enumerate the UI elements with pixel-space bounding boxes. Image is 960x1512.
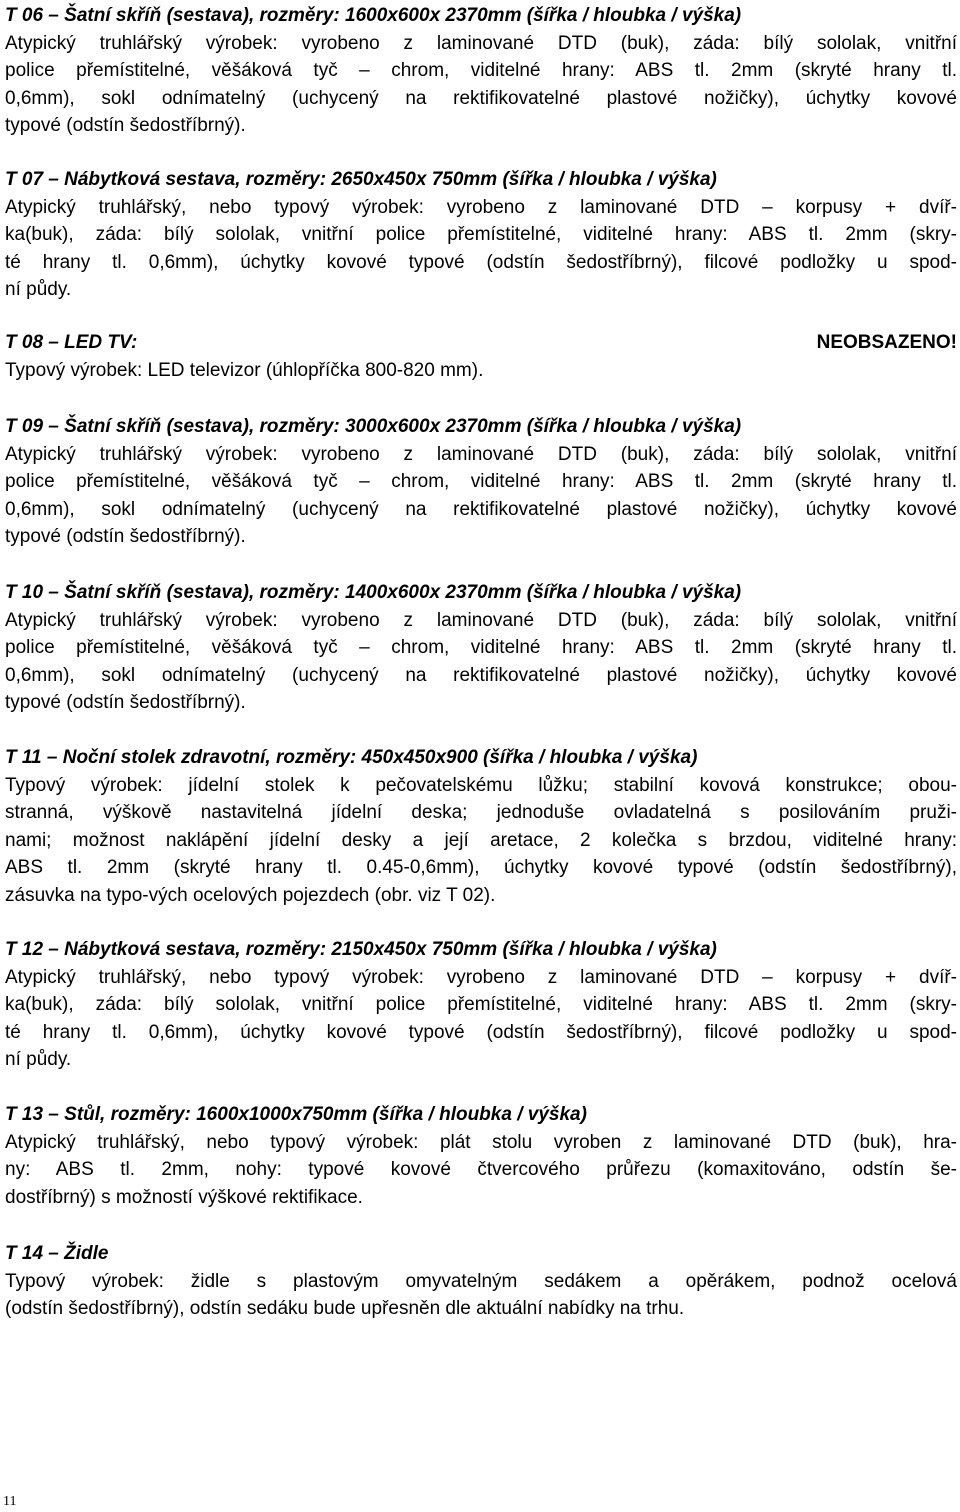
item-line: Typový výrobek: židle s plastovým omyvatelným sedákem a opěrákem, podnož ocelová: [5, 1270, 957, 1292]
item-line: police přemístitelné, věšáková tyč – chrom, viditelné hrany: ABS tl. 2mm (skryté hrany tl.: [5, 471, 957, 492]
item-line: 0,6mm), sokl odnímatelný (uchycený na rektifikovatelné plastové nožičky), úchytky kovové: [5, 664, 957, 686]
item-line: Atypický truhlářský, nebo typový výrobek: vyrobeno z laminované DTD – korpusy + dvíř-: [5, 196, 957, 218]
item-line: zásuvka na typo-vých ocelových pojezdech (obr. viz T 02).: [5, 884, 496, 906]
item-line: ní půdy.: [5, 279, 72, 300]
item-t06: [5, 2, 957, 140]
item-t09: [5, 413, 957, 551]
item-line: Atypický truhlářský, nebo typový výrobek: vyrobeno z laminované DTD – korpusy + dvíř-: [5, 966, 957, 988]
item-line: Typový výrobek: LED televizor (úhlopříčka 800-820 mm).: [5, 359, 484, 381]
item-line: ka(buk), záda: bílý sololak, vnitřní police přemístitelné, viditelné hrany: ABS tl. 2mm (skry-: [5, 224, 957, 245]
item-heading: T 14 – Židle: [5, 1243, 109, 1264]
item-line: typové (odstín šedostříbrný).: [5, 526, 246, 547]
page-number: 11: [3, 1494, 17, 1509]
item-line: té hrany tl. 0,6mm), úchytky kovové typové (odstín šedostříbrný), filcové podložky u spod-: [5, 1021, 957, 1043]
item-line: té hrany tl. 0,6mm), úchytky kovové typové (odstín šedostříbrný), filcové podložky u spod-: [5, 251, 957, 273]
item-line: nami; možnost naklápění jídelní desky a její aretace, 2 kolečka s brzdou, viditelné hrany:: [5, 829, 957, 851]
item-heading: T 12 – Nábytková sestava, rozměry: 2150x450x 750mm (šířka / hloubka / výška): [5, 939, 717, 960]
item-line: typové (odstín šedostříbrný).: [5, 692, 246, 713]
item-t10: [5, 579, 957, 717]
item-line: Typový výrobek: jídelní stolek k pečovatelskému lůžku; stabilní kovová konstrukce; obou-: [5, 774, 957, 796]
item-line: Atypický truhlářský výrobek: vyrobeno z laminované DTD (buk), záda: bílý sololak, vnitřní: [5, 443, 957, 465]
item-line: (odstín šedostříbrný), odstín sedáku bude upřesněn dle aktuální nabídky na trhu.: [5, 1298, 685, 1319]
status-label: NEOBSAZENO!: [816, 332, 957, 353]
item-line: stranná, výškově nastavitelná jídelní deska; jednoduše ovladatelná s posilováním pruži-: [5, 802, 957, 823]
item-heading: T 09 – Šatní skříň (sestava), rozměry: 3000x600x 2370mm (šířka / hloubka / výška): [5, 416, 742, 437]
item-heading: T 08 – LED TV:: [5, 332, 138, 353]
item-line: typové (odstín šedostříbrný).: [5, 115, 246, 136]
item-t07: [5, 166, 957, 304]
item-line: Atypický truhlářský výrobek: vyrobeno z laminované DTD (buk), záda: bílý sololak, vnitřní: [5, 609, 957, 631]
item-heading: T 10 – Šatní skříň (sestava), rozměry: 1400x600x 2370mm (šířka / hloubka / výška): [5, 582, 742, 603]
item-t13: [5, 1101, 957, 1211]
item-line: 0,6mm), sokl odnímatelný (uchycený na rektifikovatelné plastové nožičky), úchytky kovové: [5, 87, 957, 109]
item-heading: T 06 – Šatní skříň (sestava), rozměry: 1600x600x 2370mm (šířka / hloubka / výška): [5, 5, 742, 26]
item-line: police přemístitelné, věšáková tyč – chrom, viditelné hrany: ABS tl. 2mm (skryté hrany tl.: [5, 60, 957, 81]
item-t11: [5, 744, 957, 909]
item-line: Atypický truhlářský výrobek: vyrobeno z laminované DTD (buk), záda: bílý sololak, vnitřní: [5, 32, 957, 54]
item-line: ABS tl. 2mm (skryté hrany tl. 0.45-0,6mm), úchytky kovové typové (odstín šedostříbrný),: [5, 857, 957, 878]
item-heading: T 11 – Noční stolek zdravotní, rozměry: 450x450x900 (šířka / hloubka / výška): [5, 747, 698, 768]
item-heading: T 07 – Nábytková sestava, rozměry: 2650x450x 750mm (šířka / hloubka / výška): [5, 169, 717, 190]
item-t14: [5, 1240, 957, 1323]
item-line: Atypický truhlářský, nebo typový výrobek: plát stolu vyroben z laminované DTD (buk), hra-: [5, 1131, 957, 1153]
item-line: dostříbrný) s možností výškové rektifikace.: [5, 1186, 363, 1208]
item-t12: [5, 936, 957, 1074]
item-line: ka(buk), záda: bílý sololak, vnitřní police přemístitelné, viditelné hrany: ABS tl. 2mm (skry-: [5, 994, 957, 1015]
item-line: 0,6mm), sokl odnímatelný (uchycený na rektifikovatelné plastové nožičky), úchytky kovové: [5, 498, 957, 520]
item-line: ny: ABS tl. 2mm, nohy: typové kovové čtvercového průřezu (komaxitováno, odstín še-: [5, 1159, 957, 1180]
item-t08: [5, 329, 957, 384]
item-heading: T 13 – Stůl, rozměry: 1600x1000x750mm (šířka / hloubka / výška): [5, 1104, 587, 1125]
item-line: police přemístitelné, věšáková tyč – chrom, viditelné hrany: ABS tl. 2mm (skryté hrany tl.: [5, 637, 957, 658]
item-line: ní půdy.: [5, 1049, 72, 1070]
item-heading-row: [5, 329, 957, 357]
